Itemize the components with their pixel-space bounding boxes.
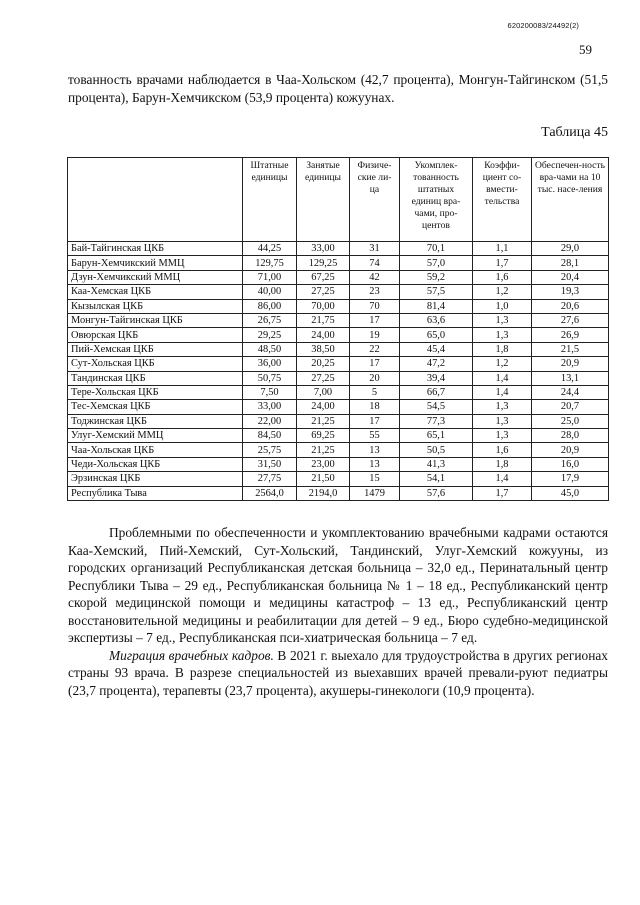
value-cell: 1,7 <box>473 486 532 500</box>
value-cell: 1,8 <box>473 342 532 356</box>
value-cell: 31 <box>350 242 400 256</box>
value-cell: 24,4 <box>532 385 609 399</box>
staffing-table <box>67 157 609 501</box>
value-cell: 45,0 <box>532 486 609 500</box>
value-cell: 33,00 <box>243 400 297 414</box>
value-cell: 29,0 <box>532 242 609 256</box>
header-cell: Физиче-ские ли-ца <box>350 158 400 242</box>
page-number: 59 <box>579 42 592 57</box>
table-row <box>68 299 609 313</box>
table-row <box>68 256 609 270</box>
migration-heading: Миграция врачебных кадров. <box>109 647 274 663</box>
value-cell: 70,00 <box>297 299 350 313</box>
organization-name-cell: Сут-Хольская ЦКБ <box>68 357 243 371</box>
value-cell: 21,25 <box>297 443 350 457</box>
value-cell: 1,3 <box>473 400 532 414</box>
value-cell: 20,9 <box>532 357 609 371</box>
value-cell: 71,00 <box>243 270 297 284</box>
value-cell: 57,0 <box>400 256 473 270</box>
table-row <box>68 328 609 342</box>
value-cell: 29,25 <box>243 328 297 342</box>
organization-name-cell: Республика Тыва <box>68 486 243 500</box>
value-cell: 31,50 <box>243 457 297 471</box>
value-cell: 21,75 <box>297 313 350 327</box>
value-cell: 26,9 <box>532 328 609 342</box>
value-cell: 27,75 <box>243 472 297 486</box>
table-row <box>68 414 609 428</box>
value-cell: 1,2 <box>473 357 532 371</box>
value-cell: 69,25 <box>297 429 350 443</box>
value-cell: 22 <box>350 342 400 356</box>
value-cell: 17 <box>350 357 400 371</box>
organization-name-cell: Тоджинская ЦКБ <box>68 414 243 428</box>
table-row <box>68 242 609 256</box>
table-row <box>68 371 609 385</box>
value-cell: 48,50 <box>243 342 297 356</box>
value-cell: 65,0 <box>400 328 473 342</box>
value-cell: 54,1 <box>400 472 473 486</box>
value-cell: 1,3 <box>473 414 532 428</box>
value-cell: 1,8 <box>473 457 532 471</box>
table-row <box>68 429 609 443</box>
paragraph-migration <box>68 647 608 700</box>
organization-name-cell: Тере-Хольская ЦКБ <box>68 385 243 399</box>
header-cell: Обеспечен-ность вра-чами на 10 тыс. насе-ления <box>532 158 609 242</box>
table-row <box>68 457 609 471</box>
organization-name-cell: Дзун-Хемчикский ММЦ <box>68 270 243 284</box>
value-cell: 17 <box>350 313 400 327</box>
table-header-row <box>68 158 609 242</box>
value-cell: 26,75 <box>243 313 297 327</box>
value-cell: 27,25 <box>297 371 350 385</box>
value-cell: 17 <box>350 414 400 428</box>
value-cell: 1,4 <box>473 371 532 385</box>
value-cell: 15 <box>350 472 400 486</box>
value-cell: 1,3 <box>473 328 532 342</box>
organization-name-cell: Бай-Тайгинская ЦКБ <box>68 242 243 256</box>
value-cell: 129,75 <box>243 256 297 270</box>
value-cell: 54,5 <box>400 400 473 414</box>
value-cell: 1,3 <box>473 429 532 443</box>
value-cell: 5 <box>350 385 400 399</box>
value-cell: 18 <box>350 400 400 414</box>
body-text <box>68 524 608 699</box>
table-row <box>68 270 609 284</box>
table-row <box>68 357 609 371</box>
organization-name-cell: Монгун-Тайгинская ЦКБ <box>68 313 243 327</box>
organization-name-cell: Улуг-Хемский ММЦ <box>68 429 243 443</box>
value-cell: 21,5 <box>532 342 609 356</box>
value-cell: 13 <box>350 443 400 457</box>
value-cell: 45,4 <box>400 342 473 356</box>
value-cell: 27,25 <box>297 285 350 299</box>
value-cell: 50,75 <box>243 371 297 385</box>
value-cell: 57,5 <box>400 285 473 299</box>
value-cell: 28,1 <box>532 256 609 270</box>
organization-name-cell: Кызылская ЦКБ <box>68 299 243 313</box>
value-cell: 67,25 <box>297 270 350 284</box>
organization-name-cell: Эрзинская ЦКБ <box>68 472 243 486</box>
value-cell: 20,6 <box>532 299 609 313</box>
value-cell: 36,00 <box>243 357 297 371</box>
value-cell: 1,1 <box>473 242 532 256</box>
value-cell: 1,4 <box>473 472 532 486</box>
value-cell: 20 <box>350 371 400 385</box>
table-row <box>68 385 609 399</box>
value-cell: 42 <box>350 270 400 284</box>
value-cell: 19 <box>350 328 400 342</box>
value-cell: 1479 <box>350 486 400 500</box>
value-cell: 13,1 <box>532 371 609 385</box>
value-cell: 70,1 <box>400 242 473 256</box>
document-id: 620200083/24492(2) <box>507 21 579 30</box>
migration-text: В 2021 г. выехало для трудоустройства в других регионах страны 93 врача. В разрезе специальностей из выехавших врачей превали-руют педиатры (23,7 процента), терапевты (23,7 процента), акушеры-гинекологи (10,9 процента). <box>68 647 609 698</box>
table-row <box>68 313 609 327</box>
value-cell: 24,00 <box>297 400 350 414</box>
value-cell: 13 <box>350 457 400 471</box>
value-cell: 81,4 <box>400 299 473 313</box>
value-cell: 22,00 <box>243 414 297 428</box>
value-cell: 40,00 <box>243 285 297 299</box>
value-cell: 74 <box>350 256 400 270</box>
header-cell: Занятые единицы <box>297 158 350 242</box>
value-cell: 1,2 <box>473 285 532 299</box>
value-cell: 70 <box>350 299 400 313</box>
organization-name-cell: Пий-Хемская ЦКБ <box>68 342 243 356</box>
value-cell: 77,3 <box>400 414 473 428</box>
value-cell: 63,6 <box>400 313 473 327</box>
table-row <box>68 285 609 299</box>
value-cell: 20,4 <box>532 270 609 284</box>
organization-name-cell: Овюрская ЦКБ <box>68 328 243 342</box>
value-cell: 27,6 <box>532 313 609 327</box>
value-cell: 24,00 <box>297 328 350 342</box>
header-cell: Укомплек-тованность штатных единиц вра-чами, про-центов <box>400 158 473 242</box>
value-cell: 17,9 <box>532 472 609 486</box>
value-cell: 28,0 <box>532 429 609 443</box>
value-cell: 20,25 <box>297 357 350 371</box>
value-cell: 66,7 <box>400 385 473 399</box>
table-row <box>68 486 609 500</box>
table-row <box>68 400 609 414</box>
value-cell: 39,4 <box>400 371 473 385</box>
value-cell: 57,6 <box>400 486 473 500</box>
organization-name-cell: Тандинская ЦКБ <box>68 371 243 385</box>
value-cell: 7,50 <box>243 385 297 399</box>
header-cell: Штатные единицы <box>243 158 297 242</box>
value-cell: 21,50 <box>297 472 350 486</box>
value-cell: 2564,0 <box>243 486 297 500</box>
value-cell: 86,00 <box>243 299 297 313</box>
value-cell: 33,00 <box>297 242 350 256</box>
value-cell: 20,7 <box>532 400 609 414</box>
intro-paragraph: тованность врачами наблюдается в Чаа-Хольском (42,7 процента), Монгун-Тайгинском (51,5 процента), Барун-Хемчикском (53,9 процента) кожуунах. <box>68 72 608 105</box>
table-caption: Таблица 45 <box>541 125 608 140</box>
organization-name-cell: Чаа-Хольская ЦКБ <box>68 443 243 457</box>
value-cell: 20,9 <box>532 443 609 457</box>
table-row <box>68 342 609 356</box>
value-cell: 1,0 <box>473 299 532 313</box>
value-cell: 7,00 <box>297 385 350 399</box>
value-cell: 44,25 <box>243 242 297 256</box>
value-cell: 59,2 <box>400 270 473 284</box>
value-cell: 16,0 <box>532 457 609 471</box>
organization-name-cell: Чеди-Хольская ЦКБ <box>68 457 243 471</box>
value-cell: 23,00 <box>297 457 350 471</box>
table-row <box>68 472 609 486</box>
value-cell: 55 <box>350 429 400 443</box>
header-cell: Коэффи-циент со-вмести-тельства <box>473 158 532 242</box>
value-cell: 50,5 <box>400 443 473 457</box>
value-cell: 65,1 <box>400 429 473 443</box>
value-cell: 25,0 <box>532 414 609 428</box>
value-cell: 41,3 <box>400 457 473 471</box>
value-cell: 1,6 <box>473 443 532 457</box>
value-cell: 38,50 <box>297 342 350 356</box>
value-cell: 19,3 <box>532 285 609 299</box>
value-cell: 129,25 <box>297 256 350 270</box>
paragraph-problems: Проблемными по обеспеченности и укомплектованию врачебными кадрами остаются Каа-Хемский, Пий-Хемский, Сут-Хольский, Тандинский, Улуг-Хемский кожууны, из городских организаций Республиканская детская больница – 32,0 ед., Перинатальный центр Республики Тыва – 29 ед., Республиканская больница № 1 – 18 ед., Республиканский центр скорой медицинской помощи и медицины катастроф – 13 ед., Республиканский центр восстановительной медицины и реабилитации для детей – 9 ед., Бюро судебно-медицинской экспертизы – 7 ед., Республиканская пси-хиатрическая больница – 7 ед. <box>68 525 608 645</box>
value-cell: 1,4 <box>473 385 532 399</box>
header-cell <box>68 158 243 242</box>
value-cell: 23 <box>350 285 400 299</box>
value-cell: 84,50 <box>243 429 297 443</box>
value-cell: 21,25 <box>297 414 350 428</box>
value-cell: 47,2 <box>400 357 473 371</box>
value-cell: 1,6 <box>473 270 532 284</box>
organization-name-cell: Тес-Хемская ЦКБ <box>68 400 243 414</box>
organization-name-cell: Каа-Хемская ЦКБ <box>68 285 243 299</box>
value-cell: 25,75 <box>243 443 297 457</box>
organization-name-cell: Барун-Хемчикский ММЦ <box>68 256 243 270</box>
value-cell: 2194,0 <box>297 486 350 500</box>
value-cell: 1,3 <box>473 313 532 327</box>
value-cell: 1,7 <box>473 256 532 270</box>
table-row <box>68 443 609 457</box>
